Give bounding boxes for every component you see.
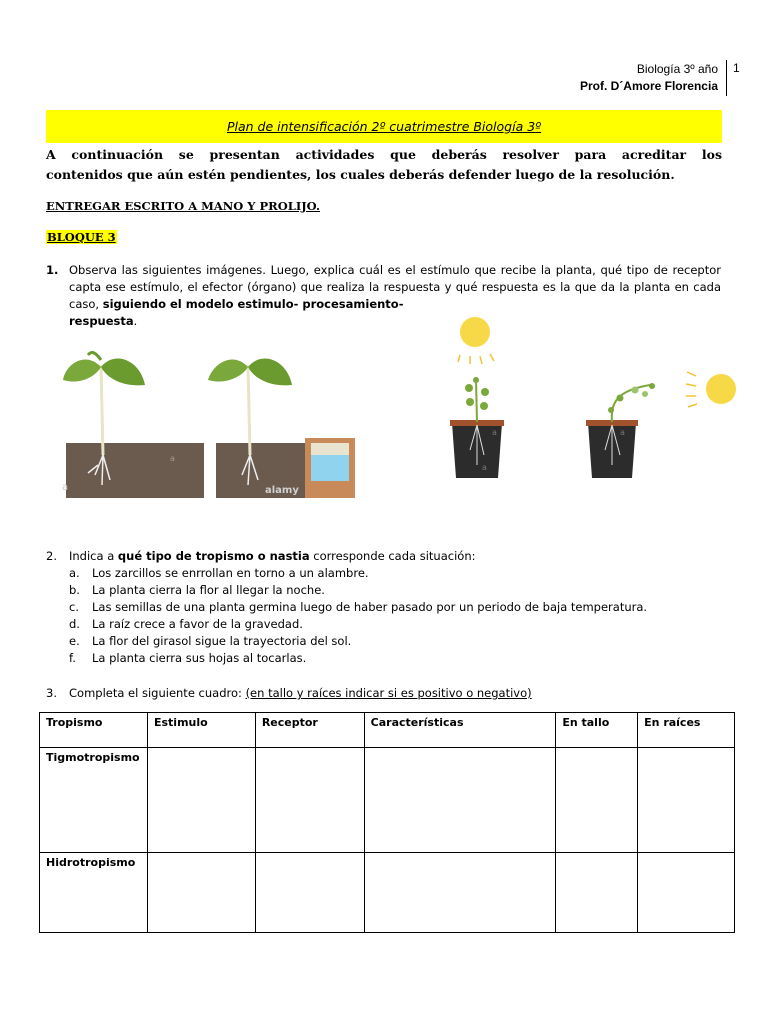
table-header: Estimulo xyxy=(147,713,255,748)
watermark-left: a xyxy=(62,482,69,493)
q3-text: Completa el siguiente cuadro: xyxy=(69,686,242,700)
q1-end: . xyxy=(133,314,138,328)
q3-prompt xyxy=(69,685,532,702)
intro-line-2: contenidos que aún estén pendientes, los cuales deberás defender luego de la resolución. xyxy=(46,167,675,182)
table-cell[interactable] xyxy=(255,853,364,933)
title-bar xyxy=(46,110,722,143)
row-label: Tigmotropismo xyxy=(40,748,148,853)
watermark-alamy: alamy xyxy=(265,485,299,496)
table-cell[interactable] xyxy=(364,748,556,853)
table-row xyxy=(40,853,735,933)
phototropism-illustration xyxy=(60,345,360,500)
table-header: En tallo xyxy=(556,713,638,748)
instructions-heading: ENTREGAR ESCRITO A MANO Y PROLIJO. xyxy=(46,199,321,213)
q2-prompt xyxy=(69,548,475,565)
table-cell[interactable] xyxy=(638,853,735,933)
q1-bold-2: respuesta xyxy=(69,314,134,328)
q3-underlined: (en tallo y raíces indicar si es positivo o negativo) xyxy=(245,686,532,700)
table-header: Receptor xyxy=(255,713,364,748)
table-cell[interactable] xyxy=(556,748,638,853)
list-item: e. La flor del girasol sigue la trayectoria del sol. xyxy=(69,634,352,648)
table-cell[interactable] xyxy=(364,853,556,933)
q1-bold-2-row xyxy=(69,313,137,330)
q2-prefix: Indica a xyxy=(69,549,118,563)
table-row xyxy=(40,748,735,853)
list-item: b. La planta cierra la flor al llegar la noche. xyxy=(69,583,325,597)
q1-text xyxy=(69,262,721,313)
sun-right-icon xyxy=(686,372,736,407)
watermark-pot-3: a xyxy=(482,463,487,472)
q1-number: 1. xyxy=(46,263,59,277)
table-cell[interactable] xyxy=(147,853,255,933)
q2-bold: qué tipo de tropismo o nastia xyxy=(117,549,310,563)
watermark-a2: a xyxy=(170,454,175,463)
intro-line-1: A continuación se presentan actividades que deberás resolver para acreditar los xyxy=(46,147,722,162)
table-header: Tropismo xyxy=(40,713,148,748)
table-cell[interactable] xyxy=(638,748,735,853)
sun-pots-illustration xyxy=(440,310,768,485)
q1-bold-1: siguiendo el modelo estimulo- procesamiento- xyxy=(102,297,404,311)
q3-number: 3. xyxy=(46,686,57,700)
q1-body: Observa las siguientes imágenes. Luego, explica cuál es el estímulo que recibe la planta, qué tipo de receptor capta ese estímulo, el efector (órgano) que realiza la respuesta y qué respuesta es la que da la planta en cada caso, xyxy=(69,263,721,311)
watermark-pot-2: a xyxy=(620,428,625,437)
row-label: Hidrotropismo xyxy=(40,853,148,933)
q2-list xyxy=(69,565,721,667)
list-item: d. La raíz crece a favor de la gravedad. xyxy=(69,617,303,631)
header-teacher: Prof. D´Amore Florencia xyxy=(579,79,718,93)
header-divider xyxy=(726,60,727,96)
table-header: En raíces xyxy=(638,713,735,748)
sun-top-icon xyxy=(458,317,494,364)
q2-suffix: corresponde cada situación: xyxy=(309,549,476,563)
table-header: Características xyxy=(364,713,556,748)
table-cell[interactable] xyxy=(147,748,255,853)
table-cell[interactable] xyxy=(255,748,364,853)
q2-number: 2. xyxy=(46,549,57,563)
block-heading: BLOQUE 3 xyxy=(47,230,116,244)
table-header-row xyxy=(40,713,735,748)
list-item: f. La planta cierra sus hojas al tocarlas. xyxy=(69,651,307,665)
list-item: c. Las semillas de una planta germina luego de haber pasado por un periodo de baja temperatura. xyxy=(69,600,648,614)
table-cell[interactable] xyxy=(556,853,638,933)
tropism-table xyxy=(39,712,735,933)
watermark-pot-1: a xyxy=(492,428,497,437)
document-header xyxy=(580,61,718,95)
page-title: Plan de intensificación 2º cuatrimestre Biología 3º xyxy=(226,119,542,134)
page-number: 1 xyxy=(733,61,740,75)
water-container xyxy=(305,438,355,498)
header-subject: Biología 3º año xyxy=(636,62,718,76)
soil-left xyxy=(66,443,204,498)
list-item: a. Los zarcillos se enrrollan en torno a un alambre. xyxy=(69,566,369,580)
